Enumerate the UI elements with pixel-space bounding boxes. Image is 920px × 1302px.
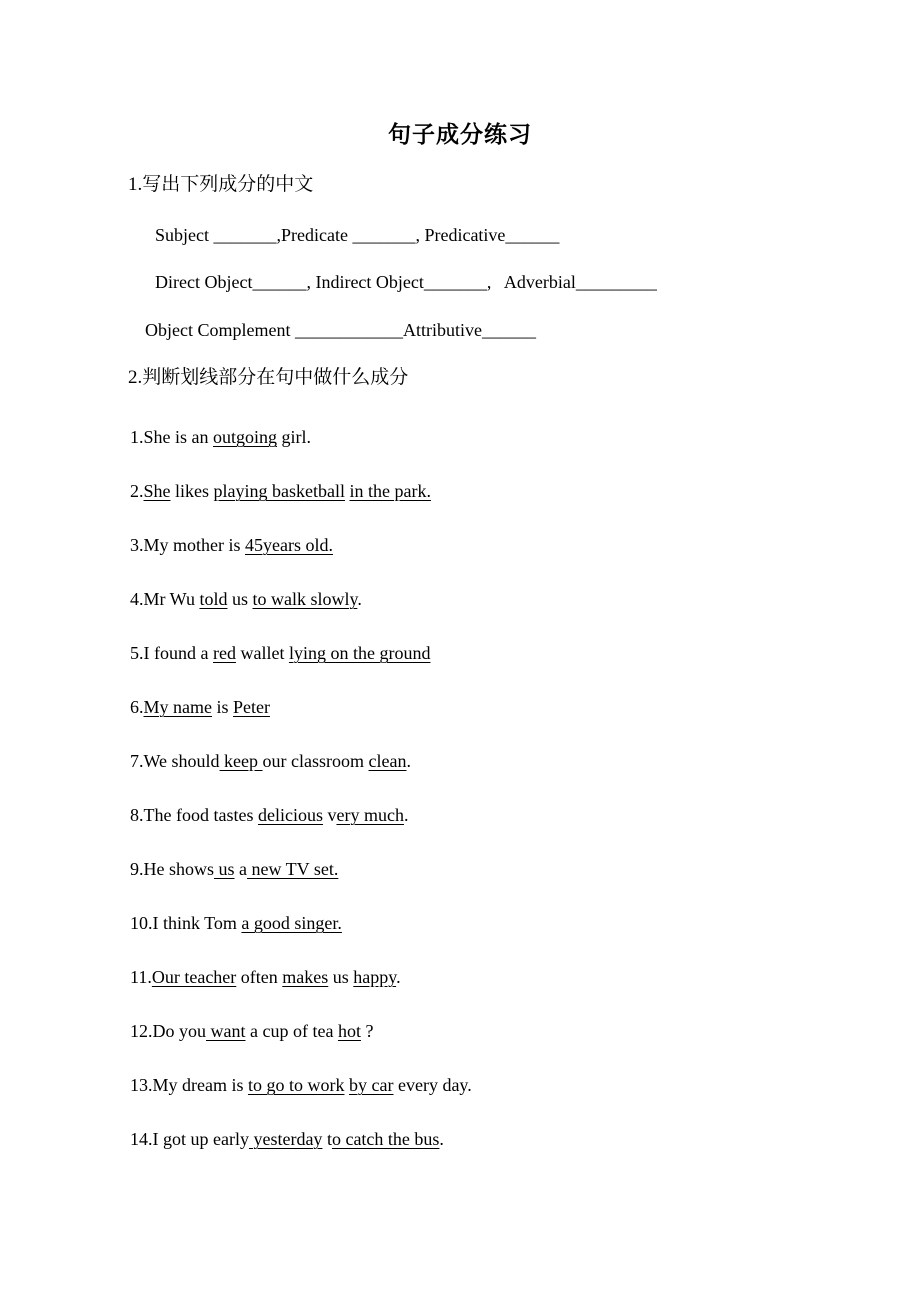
section1-heading: 1.写出下列成分的中文 bbox=[128, 174, 314, 195]
sentence-item bbox=[130, 913, 920, 934]
sentence-list bbox=[0, 427, 920, 1150]
underlined-segment: a good singer. bbox=[241, 913, 342, 933]
underlined-segment: want bbox=[206, 1021, 246, 1041]
text-segment: . bbox=[396, 967, 401, 987]
doc-title: 句子成分练习 bbox=[388, 122, 532, 147]
text-segment: v bbox=[322, 805, 337, 825]
sentence-number: 3. bbox=[130, 535, 144, 555]
fill-in-line: Subject _______,Predicate _______, Predicative______ bbox=[155, 225, 560, 245]
text-segment: wallet bbox=[235, 643, 289, 663]
text-segment: We should bbox=[143, 751, 220, 771]
text-segment: The food tastes bbox=[143, 805, 258, 825]
underlined-segment: hot bbox=[337, 1021, 361, 1041]
sentence-number: 2. bbox=[130, 481, 144, 501]
underlined-segment: delicious bbox=[257, 805, 323, 825]
underlined-segment: lying on the ground bbox=[288, 643, 431, 663]
sentence-item bbox=[130, 1129, 920, 1150]
sentence-number: 12. bbox=[130, 1021, 153, 1041]
underlined-segment: to walk slowly bbox=[252, 589, 358, 609]
sentence-number: 5. bbox=[130, 643, 144, 663]
text-segment: ? bbox=[360, 1021, 374, 1041]
sentence-number: 13. bbox=[130, 1075, 153, 1095]
text-segment: I got up early bbox=[152, 1129, 249, 1149]
underlined-segment: ery much bbox=[336, 805, 404, 825]
sentence-number: 6. bbox=[130, 697, 144, 717]
text-segment: us bbox=[227, 589, 253, 609]
fill-in-lines-group bbox=[0, 223, 920, 342]
text-segment: My mother is bbox=[143, 535, 245, 555]
text-segment: Mr Wu bbox=[143, 589, 200, 609]
text-segment: our classroom bbox=[262, 751, 369, 771]
sentence-number: 10. bbox=[130, 913, 153, 933]
text-segment: I found a bbox=[143, 643, 213, 663]
sentence-item bbox=[130, 697, 920, 718]
text-segment: . bbox=[439, 1129, 444, 1149]
underlined-segment: happy bbox=[353, 967, 397, 987]
underlined-segment: outgoing bbox=[213, 427, 278, 447]
text-segment: t bbox=[322, 1129, 332, 1149]
underlined-segment: to go to work bbox=[247, 1075, 345, 1095]
sentence-item bbox=[130, 805, 920, 826]
text-segment: He shows bbox=[143, 859, 214, 879]
text-segment: She is an bbox=[143, 427, 213, 447]
sentence-number: 14. bbox=[130, 1129, 153, 1149]
underlined-segment: Our teacher bbox=[151, 967, 237, 987]
sentence-number: 8. bbox=[130, 805, 144, 825]
sentence-item bbox=[130, 481, 920, 502]
sentence-number: 11. bbox=[130, 967, 152, 987]
underlined-segment: yesterday bbox=[248, 1129, 323, 1149]
underlined-segment: red bbox=[212, 643, 236, 663]
underlined-segment: in the park. bbox=[349, 481, 431, 501]
text-segment: I think Tom bbox=[152, 913, 242, 933]
text-segment: us bbox=[328, 967, 354, 987]
section2-heading: 2.判断划线部分在句中做什么成分 bbox=[128, 367, 409, 388]
text-segment: every day. bbox=[393, 1075, 472, 1095]
underlined-segment: told bbox=[199, 589, 228, 609]
underlined-segment: 45years old. bbox=[245, 535, 333, 555]
text-segment: . bbox=[357, 589, 362, 609]
underlined-segment: new TV set. bbox=[247, 859, 339, 879]
text-segment: girl. bbox=[277, 427, 312, 447]
underlined-segment: She bbox=[143, 481, 171, 501]
text-segment: My dream is bbox=[152, 1075, 248, 1095]
text-segment: a cup of tea bbox=[245, 1021, 338, 1041]
underlined-segment: playing basketball bbox=[213, 481, 345, 501]
sentence-item bbox=[130, 427, 920, 448]
sentence-item bbox=[130, 643, 920, 664]
underlined-segment: by car bbox=[348, 1075, 394, 1095]
underlined-segment: My name bbox=[143, 697, 212, 717]
fill-in-line: Direct Object______, Indirect Object_______, Adverbial_________ bbox=[155, 272, 657, 292]
sentence-item bbox=[130, 967, 920, 988]
text-segment: is bbox=[211, 697, 233, 717]
underlined-segment: makes bbox=[282, 967, 329, 987]
fill-in-line: Object Complement ____________Attributive______ bbox=[145, 320, 536, 340]
sentence-item bbox=[130, 589, 920, 610]
sentence-item bbox=[130, 1075, 920, 1096]
text-segment: . bbox=[403, 805, 409, 825]
sentence-item bbox=[130, 1021, 920, 1042]
sentence-item bbox=[130, 535, 920, 556]
underlined-segment: keep bbox=[219, 751, 263, 771]
text-segment: Do you bbox=[152, 1021, 206, 1041]
text-segment: often bbox=[236, 967, 283, 987]
underlined-segment: o catch the bus bbox=[331, 1129, 440, 1149]
sentence-number: 9. bbox=[130, 859, 144, 879]
sentence-number: 7. bbox=[130, 751, 144, 771]
text-segment: . bbox=[406, 751, 411, 771]
sentence-number: 1. bbox=[130, 427, 144, 447]
text-segment: a bbox=[234, 859, 248, 879]
underlined-segment: us bbox=[214, 859, 235, 879]
underlined-segment: Peter bbox=[233, 697, 270, 717]
sentence-number: 4. bbox=[130, 589, 144, 609]
underlined-segment: clean bbox=[368, 751, 407, 771]
sentence-item bbox=[130, 859, 920, 880]
text-segment: likes bbox=[170, 481, 214, 501]
sentence-item bbox=[130, 751, 920, 772]
